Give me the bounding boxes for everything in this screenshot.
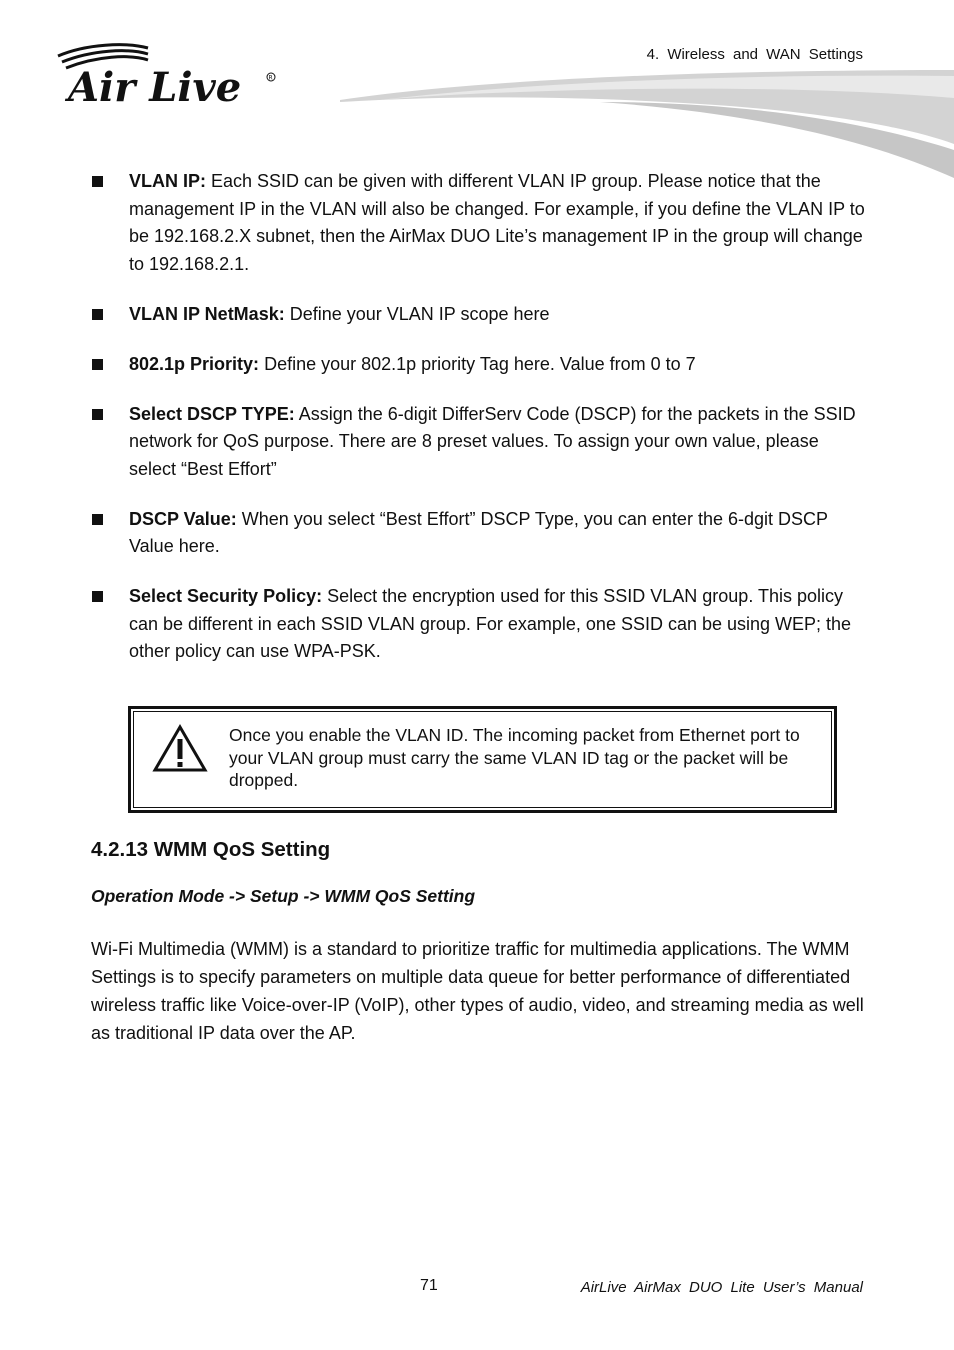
list-item-vlan-ip-netmask bbox=[91, 301, 866, 329]
list-item-dscp-type bbox=[91, 401, 866, 484]
square-bullet-icon bbox=[92, 591, 103, 602]
item-label: VLAN IP: bbox=[129, 171, 207, 191]
square-bullet-icon bbox=[92, 409, 103, 420]
section-heading: 4.2.13 WMM QoS Setting bbox=[91, 838, 331, 861]
item-text: Define your 802.1p priority Tag here. Value from 0 to 7 bbox=[259, 353, 696, 374]
manual-title: AirLive AirMax DUO Lite User’s Manual bbox=[580, 1279, 863, 1296]
list-item-8021p-priority bbox=[91, 351, 866, 379]
item-text: Each SSID can be given with different VLAN IP group. Please notice that the management IP in the VLAN will also be changed. For example, if you define the VLAN IP to be 192.168.2.X subnet, then the AirMax DUO Lite’s management IP in the group will change to 192.168.2.1. bbox=[129, 171, 865, 274]
item-text: Select the encryption used for this SSID VLAN group. This policy can be different in each SSID VLAN group. For example, one SSID can be using WEP; the other policy can use WPA-PSK. bbox=[129, 586, 852, 661]
chapter-title: 4. Wireless and WAN Settings bbox=[646, 46, 863, 63]
menu-path: Operation Mode -> Setup -> WMM QoS Setting bbox=[91, 886, 476, 906]
airlive-logo-mark bbox=[56, 40, 286, 112]
square-bullet-icon bbox=[92, 359, 103, 370]
square-bullet-icon bbox=[92, 514, 103, 525]
square-bullet-icon bbox=[92, 309, 103, 320]
item-label: VLAN IP NetMask: bbox=[129, 303, 285, 324]
item-label: DSCP Value: bbox=[129, 508, 237, 529]
warning-note bbox=[128, 706, 837, 813]
list-item-vlan-ip bbox=[91, 168, 866, 278]
warning-note-text: Once you enable the VLAN ID. The incoming packet from Ethernet port to your VLAN group must carry the same VLAN ID tag or the packet will be dropped. bbox=[229, 725, 800, 790]
item-label: 802.1p Priority: bbox=[129, 353, 260, 374]
header-swoosh bbox=[340, 68, 954, 180]
item-text: When you select “Best Effort” DSCP Type, you can enter the 6-dgit DSCP Value here. bbox=[129, 508, 828, 556]
airlive-logo bbox=[56, 40, 286, 112]
item-label: Select Security Policy: bbox=[129, 586, 323, 606]
warning-triangle-icon bbox=[152, 724, 208, 774]
list-item-dscp-value bbox=[91, 506, 866, 561]
brand-wordmark: Air Live bbox=[68, 64, 242, 111]
parameter-list bbox=[91, 168, 866, 688]
warning-note-inner bbox=[133, 711, 832, 808]
list-item-security-policy bbox=[91, 583, 866, 666]
svg-text:R: R bbox=[268, 74, 273, 82]
item-text: Define your VLAN IP scope here bbox=[284, 303, 550, 324]
section-body: Wi-Fi Multimedia (WMM) is a standard to prioritize traffic for multimedia applications. The WMM Settings is to specify parameters on multiple data queue for better performance of differentiated wireless traffic like Voice-over-IP (VoIP), other types of audio, video, and streaming media as well as traditional IP data over the AP. bbox=[91, 939, 864, 1043]
page-header bbox=[0, 0, 954, 180]
item-text: Assign the 6-digit DifferServ Code (DSCP) for the packets in the SSID network for QoS purpose. There are 8 preset values. To assign your own value, please select “Best Effort” bbox=[129, 403, 856, 479]
item-label: Select DSCP TYPE: bbox=[129, 403, 295, 424]
page-number: 71 bbox=[420, 1277, 438, 1294]
square-bullet-icon bbox=[92, 176, 103, 187]
